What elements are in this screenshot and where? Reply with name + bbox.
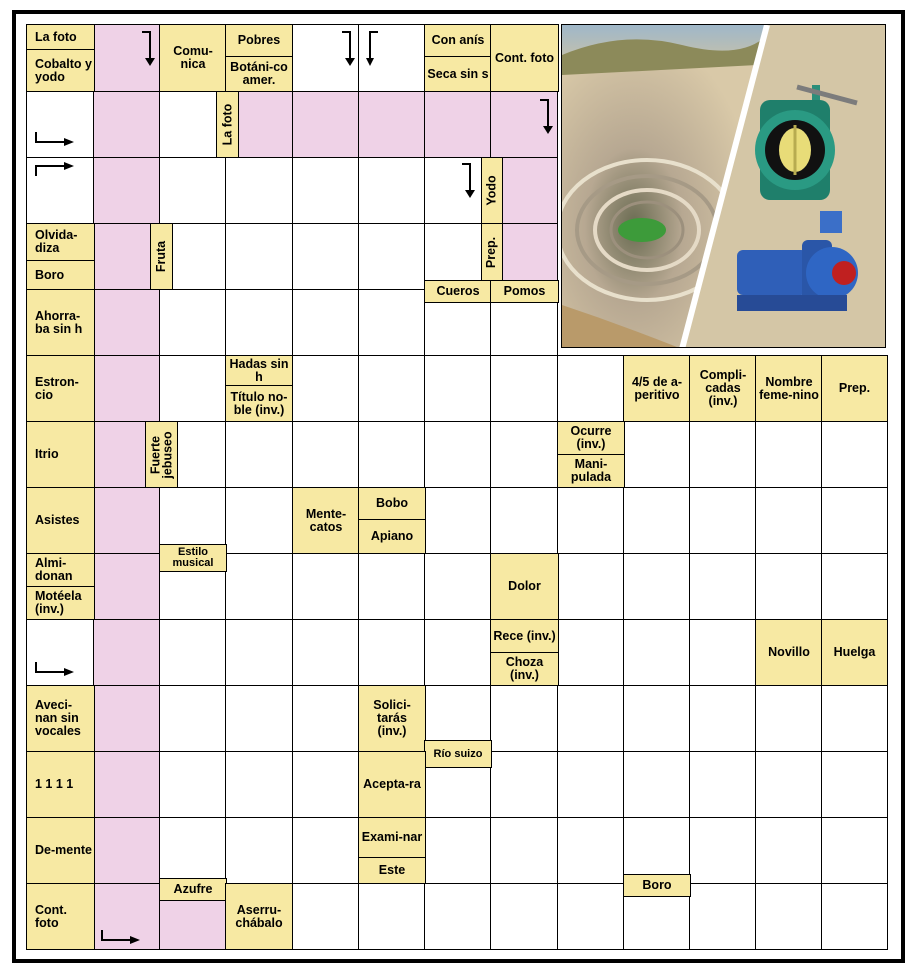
clue-text: Olvida-diza [35, 228, 78, 255]
answer-cell[interactable] [292, 817, 359, 884]
answer-cell[interactable] [358, 223, 425, 290]
answer-cell[interactable] [292, 157, 359, 224]
clue-text: Asistes [35, 513, 80, 527]
answer-cell[interactable] [292, 685, 359, 752]
clue-text: Rece (inv.) [493, 628, 556, 643]
answer-cell[interactable] [225, 553, 293, 620]
answer-cell[interactable] [292, 421, 359, 488]
clue-estilo [159, 544, 227, 572]
answer-cell[interactable] [358, 421, 425, 488]
answer-cell[interactable] [821, 487, 888, 554]
clue-bobo [358, 487, 426, 520]
clue-text: Estron-cio [35, 374, 79, 402]
answer-cell[interactable] [557, 685, 624, 752]
answer-cell[interactable] [821, 751, 888, 818]
answer-cell[interactable] [225, 619, 293, 686]
answer-cell[interactable] [821, 421, 888, 488]
answer-cell[interactable] [424, 883, 491, 950]
answer-cell[interactable] [225, 421, 293, 488]
answer-cell[interactable] [159, 619, 226, 686]
clue-mentecatos [292, 487, 360, 554]
answer-cell[interactable] [755, 553, 822, 620]
answer-cell[interactable] [292, 751, 359, 818]
clue-text: Compli-cadas (inv.) [699, 368, 747, 408]
answer-cell[interactable] [292, 553, 359, 620]
clue-manipulada [557, 454, 625, 488]
clue-text: Aserru-chábalo [235, 902, 283, 930]
answer-cell[interactable] [623, 487, 690, 554]
clue-text: Título no-ble (inv.) [230, 389, 288, 417]
arrow-icon [460, 162, 505, 202]
clue-text: Fuerte jebuseo [148, 430, 175, 479]
clue-text: Con anís [431, 33, 485, 47]
answer-cell[interactable] [490, 817, 558, 884]
answer-cell[interactable] [93, 619, 160, 686]
answer-cell[interactable] [358, 157, 425, 224]
clue-cont-foto-2 [26, 883, 95, 950]
answer-cell[interactable] [755, 421, 822, 488]
answer-cell[interactable] [292, 289, 359, 356]
answer-cell[interactable] [623, 685, 690, 752]
clue-aperitivo [623, 355, 691, 422]
clue-examinar [358, 817, 426, 858]
answer-cell[interactable] [689, 817, 756, 884]
clue-dolor [490, 553, 559, 620]
clue-text: Motéela (inv.) [35, 589, 82, 616]
clue-novillo [755, 619, 823, 686]
clue-boro-2 [623, 874, 691, 897]
clue-ahorraba [26, 289, 95, 356]
answer-cell[interactable] [225, 685, 293, 752]
answer-cell[interactable] [755, 883, 822, 950]
clue-text: Acepta-ra [363, 777, 421, 791]
clue-solicitaras [358, 685, 426, 752]
answer-cell[interactable] [623, 421, 690, 488]
clue-text: 4/5 de a-peritivo [631, 374, 683, 402]
answer-cell[interactable] [159, 289, 226, 356]
clue-itrio [26, 421, 95, 488]
clue-pomos [490, 280, 559, 303]
answer-cell[interactable] [689, 421, 756, 488]
answer-cell[interactable] [159, 355, 226, 422]
clue-text: Cont. foto [494, 50, 554, 65]
clue-botanico [225, 56, 293, 92]
answer-cell[interactable] [424, 487, 491, 554]
clue-ocurre [557, 421, 625, 455]
answer-cell[interactable] [93, 91, 160, 158]
clue-text: Pobres [237, 33, 281, 47]
answer-cell[interactable] [623, 751, 690, 818]
clue-text: Mani-pulada [570, 457, 612, 484]
answer-cell[interactable] [689, 619, 756, 686]
clue-text: Hadas sin h [229, 356, 289, 384]
answer-cell[interactable] [557, 619, 624, 686]
clue-text: Boro [35, 267, 65, 282]
answer-cell[interactable] [689, 553, 756, 620]
clue-almidonan [26, 553, 95, 587]
clue-rio [424, 740, 492, 768]
clue-la-foto-2 [216, 91, 239, 158]
answer-cell[interactable] [424, 619, 491, 686]
arrow-icon [140, 30, 185, 70]
answer-cell[interactable] [424, 91, 491, 158]
clue-prep-1 [481, 223, 503, 281]
clue-text: Botáni-co amer. [230, 60, 288, 87]
clue-text: Río suizo [433, 747, 483, 760]
answer-cell[interactable] [490, 421, 558, 488]
clue-complicadas [689, 355, 757, 422]
clue-con-anis [424, 24, 492, 57]
clue-azufre [159, 878, 227, 901]
clue-asistes [26, 487, 95, 554]
answer-cell[interactable] [424, 817, 491, 884]
clue-aserruchabalo [225, 883, 293, 950]
answer-cell[interactable] [557, 487, 624, 554]
clue-text: Exami-nar [361, 830, 423, 844]
clue-olvidadiza [26, 223, 95, 261]
answer-cell[interactable] [292, 223, 359, 290]
answer-cell[interactable] [490, 355, 558, 422]
clue-apiano [358, 519, 426, 554]
clue-text: Seca sin s [427, 66, 489, 81]
answer-cell[interactable] [292, 91, 359, 158]
answer-cell[interactable] [557, 751, 624, 818]
clue-text: Mente-catos [305, 506, 347, 534]
clue-text: Prep. [484, 236, 499, 268]
answer-cell[interactable] [755, 817, 822, 884]
answer-cell[interactable] [424, 355, 491, 422]
puzzle-photo [561, 24, 886, 348]
answer-cell[interactable] [225, 223, 293, 290]
answer-cell[interactable] [225, 157, 293, 224]
answer-cell[interactable] [490, 883, 558, 950]
answer-cell[interactable] [755, 751, 822, 818]
clue-cobalto-yodo [26, 49, 95, 92]
clue-moteela [26, 586, 95, 620]
clue-unos [26, 751, 95, 818]
clue-text: Ahorra-ba sin h [35, 308, 83, 336]
answer-cell[interactable] [358, 289, 425, 356]
clue-prep-2 [821, 355, 888, 422]
answer-cell[interactable] [93, 289, 160, 356]
answer-cell[interactable] [358, 91, 425, 158]
answer-cell[interactable] [225, 289, 293, 356]
answer-cell[interactable] [557, 553, 624, 620]
answer-cell[interactable] [225, 487, 293, 554]
clue-text: De-mente [35, 843, 92, 857]
answer-cell[interactable] [93, 817, 160, 884]
clue-seca [424, 56, 492, 92]
answer-cell[interactable] [93, 487, 160, 554]
clue-cueros [424, 280, 492, 303]
answer-cell[interactable] [689, 487, 756, 554]
clue-text: Aveci-nan sin vocales [35, 698, 81, 738]
answer-cell[interactable] [358, 883, 425, 950]
clue-text: La foto [220, 103, 235, 146]
answer-cell[interactable] [755, 487, 822, 554]
answer-cell[interactable] [490, 685, 558, 752]
clue-text: Dolor [508, 579, 541, 593]
answer-cell[interactable] [424, 421, 491, 488]
clue-text: Ocurre (inv.) [570, 424, 612, 451]
answer-cell[interactable] [689, 751, 756, 818]
answer-cell[interactable] [623, 619, 690, 686]
answer-cell[interactable] [821, 685, 888, 752]
clue-text: Nombre feme-nino [759, 374, 819, 402]
answer-cell[interactable] [557, 883, 624, 950]
answer-cell[interactable] [821, 883, 888, 950]
answer-cell[interactable] [821, 553, 888, 620]
clue-fruta [150, 223, 173, 290]
answer-cell[interactable] [159, 157, 226, 224]
answer-cell[interactable] [292, 619, 359, 686]
clue-titulo [225, 385, 293, 422]
arrow-icon [34, 660, 79, 700]
clue-text: Yodo [484, 175, 499, 206]
answer-cell[interactable] [358, 355, 425, 422]
clue-rece [490, 619, 559, 653]
answer-cell[interactable] [93, 355, 160, 422]
clue-fuerte [145, 421, 178, 488]
clue-text: Itrio [35, 447, 59, 461]
answer-cell[interactable] [623, 553, 690, 620]
clue-este [358, 857, 426, 884]
answer-cell[interactable] [358, 553, 425, 620]
clue-text: Cueros [436, 284, 480, 298]
clue-la-foto-1 [26, 24, 95, 50]
answer-cell[interactable] [159, 817, 226, 884]
clue-hadas [225, 355, 293, 386]
arrow-icon [34, 160, 79, 200]
answer-cell[interactable] [292, 883, 359, 950]
answer-cell[interactable] [93, 157, 160, 224]
answer-cell[interactable] [689, 685, 756, 752]
answer-cell[interactable] [689, 883, 756, 950]
clue-text: Cobalto y yodo [35, 56, 92, 84]
arrow-icon [100, 928, 145, 968]
clue-text: Boro [642, 878, 672, 892]
photo-illustration [562, 25, 886, 348]
clue-text: Estilo musical [172, 546, 214, 569]
clue-text: Azufre [173, 882, 213, 896]
clue-text: La foto [35, 29, 77, 44]
clue-text: Prep. [838, 381, 871, 395]
answer-cell[interactable] [292, 355, 359, 422]
clue-choza [490, 652, 559, 686]
answer-cell[interactable] [424, 553, 491, 620]
clue-text: Fruta [154, 240, 168, 273]
clue-text: Choza (inv.) [505, 655, 544, 682]
clue-pobres [225, 24, 293, 57]
answer-cell[interactable] [557, 817, 624, 884]
clue-text: Este [378, 863, 406, 877]
clue-text: 1 1 1 1 [35, 777, 74, 791]
clue-acepta [358, 751, 426, 818]
clue-text: Pomos [503, 284, 546, 298]
clue-huelga [821, 619, 888, 686]
clue-text: Novillo [768, 645, 810, 659]
clue-text: Apiano [370, 529, 414, 543]
clue-estroncio [26, 355, 95, 422]
clue-text: Huelga [833, 645, 876, 659]
clue-text: Solici-tarás (inv.) [373, 698, 411, 738]
answer-cell[interactable] [755, 685, 822, 752]
answer-cell[interactable] [358, 619, 425, 686]
answer-cell[interactable] [557, 355, 624, 422]
clue-nombre-fem [755, 355, 823, 422]
clue-demente [26, 817, 95, 884]
answer-cell[interactable] [821, 817, 888, 884]
answer-cell[interactable] [93, 553, 160, 620]
answer-cell[interactable] [225, 817, 293, 884]
arrow-icon [366, 30, 411, 70]
clue-text: Almi-donan [35, 556, 73, 583]
answer-cell[interactable] [490, 751, 558, 818]
clue-cont-foto-1 [490, 24, 559, 92]
answer-cell[interactable] [159, 685, 226, 752]
answer-cell[interactable] [93, 751, 160, 818]
answer-cell[interactable] [490, 487, 558, 554]
answer-cell[interactable] [225, 751, 293, 818]
answer-cell[interactable] [159, 751, 226, 818]
clue-text: Bobo [376, 496, 408, 510]
clue-text: Cont. foto [35, 902, 67, 930]
answer-cell[interactable] [93, 685, 160, 752]
clue-boro-1 [26, 260, 95, 290]
clue-text: Comu-nica [173, 44, 213, 71]
